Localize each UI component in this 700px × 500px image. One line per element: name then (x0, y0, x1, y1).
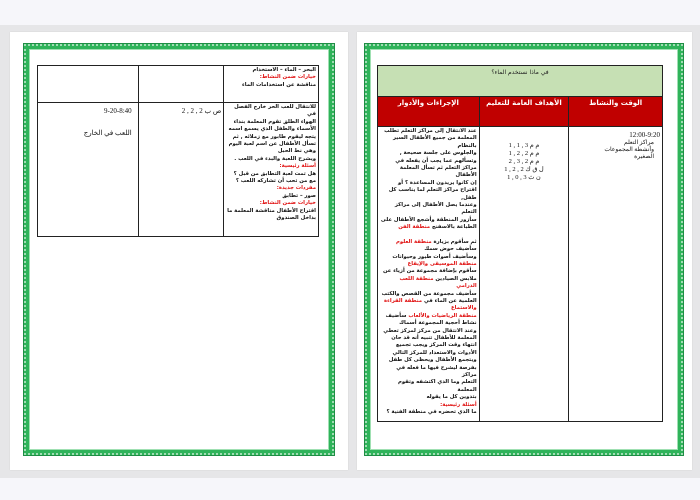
procedures-cell (378, 127, 480, 422)
center-name: منطقة العلوم (396, 238, 432, 245)
activity-line: وأنشطة المجموعات (604, 147, 654, 153)
text-line: ويتجمع الأطفال ويحظى كل طفل (388, 357, 477, 364)
text-line: المعلمة للأطفال تنبيه أنه قد حان (391, 334, 477, 341)
center-name: منطقة القراءة والاستماع (384, 297, 477, 312)
text-line: الهواء الطلق تقوم المعلمة بنداء (233, 118, 316, 125)
text-line: التعلم وما الذي اكتشفه وتقوم المعلمة (397, 379, 477, 393)
goals-cell (479, 127, 569, 422)
text-line: طفل, (461, 194, 477, 201)
text-line: اقتراح مراكز التعلم لما يناسب كل (388, 187, 477, 194)
text-line: للانتقال للعب الحر خارج الفصل في (234, 104, 316, 118)
center-name: منطقة الموسيقى والإيقاع (407, 260, 477, 267)
activity-line: مراكز التعلم (623, 140, 654, 146)
text-line: الطباعة بالاسفنج (431, 224, 477, 231)
decorative-page-border (365, 44, 683, 455)
question-item: ما الذي تحضره في منطقة الفنية ؟ (386, 409, 477, 416)
text-line: نشاط أحجية المجموعة أسماك (399, 320, 477, 327)
table-row (378, 127, 663, 422)
text-line: المعلمة من جميع الأطفال السير بالنظام (393, 135, 477, 149)
text-line: والجلوس على جلسة صحيحة , (399, 150, 477, 157)
text-line: ويشرح اللعبة والبدء في اللعب . (234, 155, 316, 162)
text-line: سأقوم بإضافة مجموعة من أزياء عن (383, 268, 477, 275)
text-line: البحر – الماء – الاستخدام (252, 67, 316, 73)
options-label: خيارات ضمن النشاط: (259, 74, 316, 81)
text-line: إن كانوا يريدون المساعدة ؟ أو (398, 179, 477, 186)
options-label: خيارات ضمن النشاط: (259, 200, 316, 207)
text-line: مراكز التعلم ثم تسأل المعلمة الأطفال (399, 165, 477, 179)
text-line: بفرصة ليشرح فيها ما فعله في مراكز (396, 364, 477, 378)
goal-code: ن ث 3 , 0 , 1 (507, 174, 541, 181)
text-line: سأضيف حوض سمك (424, 246, 477, 253)
goals-cell (138, 103, 224, 237)
text-line: وعندما يصل الأطفال إلى مراكز التعلم (394, 202, 477, 216)
text-line: وعند الانتقال من مركز لمركز تعطي (383, 327, 477, 334)
time-range: 12:00-9:20 (629, 131, 660, 139)
activity-name: اللعب في الخارج (83, 129, 132, 137)
text-line: الأسماء والطفل الذي يسمع اسمه (228, 126, 316, 133)
lesson-plan-table-continued (37, 65, 319, 237)
questions-label: أسئلة رئيسية: (279, 163, 316, 170)
activity-line: الصغيرة (634, 154, 654, 160)
time-cell (38, 66, 139, 103)
text-line: انتهاء وقت المركز ويجب تجميع (395, 342, 477, 349)
goal-code: ل ق ك 2 , 2 , 1 (504, 166, 544, 173)
text-line: اقتراح الأطفال مناقشة المعلمة ما (227, 207, 316, 214)
text-line: عند الانتقال إلى مراكز التعلم تطلب (384, 128, 477, 134)
goals-code: ص ب 2 , 2 , 2 (181, 107, 222, 115)
time-cell (569, 127, 663, 422)
header-procedures: الإجراءات والأدوار (378, 97, 480, 127)
time-cell (38, 103, 139, 237)
document-page-1 (357, 32, 692, 470)
lesson-plan-table (377, 65, 663, 422)
text-line: بتدوين كل ما يقوله (426, 394, 477, 401)
text-line: تسأل الأطفال عن اسم لعبة اليوم (228, 141, 316, 148)
goal-code: م م 2 , 3 , 2 (508, 158, 540, 165)
lesson-title: في ماذا نستخدم الماء؟ (378, 66, 663, 97)
center-name: منطقة اللعب الدرامي (399, 275, 477, 290)
text-line: وسأضيف أصوات طيور وحيوانات (392, 253, 477, 260)
center-name: منطقة الرياضيات والألعاب (408, 312, 477, 319)
text-line: ثم سأقوم بزيارة (433, 238, 477, 245)
question-item: مع من تحب أن تشاركه اللعب ؟ (235, 178, 316, 185)
time-range: 9-20-8:40 (104, 107, 132, 115)
center-name: منطقة الفن (398, 224, 431, 231)
goals-cell (138, 66, 224, 103)
text-line: وتسألهم عما يجب أن يفعله في (395, 157, 477, 164)
text-line: سأزور المنطقة وأشجع الأطفال على (380, 216, 477, 223)
goal-code: م م 3 , 1 , 1 (508, 142, 540, 149)
text-line: سأضيف (385, 312, 407, 319)
decorative-page-border (24, 44, 334, 455)
questions-label: أسئلة رئيسية: (440, 401, 477, 408)
table-header-row (378, 97, 663, 127)
header-goals: الأهداف العامة للتعليم (479, 97, 569, 127)
text-line: وهي نط الحبل (277, 148, 316, 155)
text-line: سأضيف مجموعة من القصص والكتب (381, 290, 477, 297)
text-line: العلمية عن الماء في (423, 297, 477, 304)
text-line: الأدوات والاستعداد للمركز التالي (392, 349, 477, 356)
procedures-cell (224, 66, 319, 103)
text-line: ملابس الصيادين (435, 275, 477, 282)
text-line: يتجه ليقوم طابور مع زملائه , ثم (232, 133, 316, 140)
text-line: مناقشة عن استخدامات الماء (242, 81, 316, 88)
table-row (38, 103, 319, 237)
table-title-row (378, 66, 663, 97)
question-item: هل تمت لعبة التطابق من قبل ؟ (233, 170, 316, 177)
text-line: بداخل الصندوق (276, 215, 316, 222)
document-page-2 (10, 32, 348, 470)
vocab-text: صور – تطابق (282, 192, 316, 199)
vocab-label: مفردات جديدة: (276, 185, 316, 192)
header-time-activity: الوقت والنشاط (569, 97, 663, 127)
goal-code: م م 2 , 2 , 1 (508, 150, 540, 157)
table-row (38, 66, 319, 103)
procedures-cell (224, 103, 319, 237)
